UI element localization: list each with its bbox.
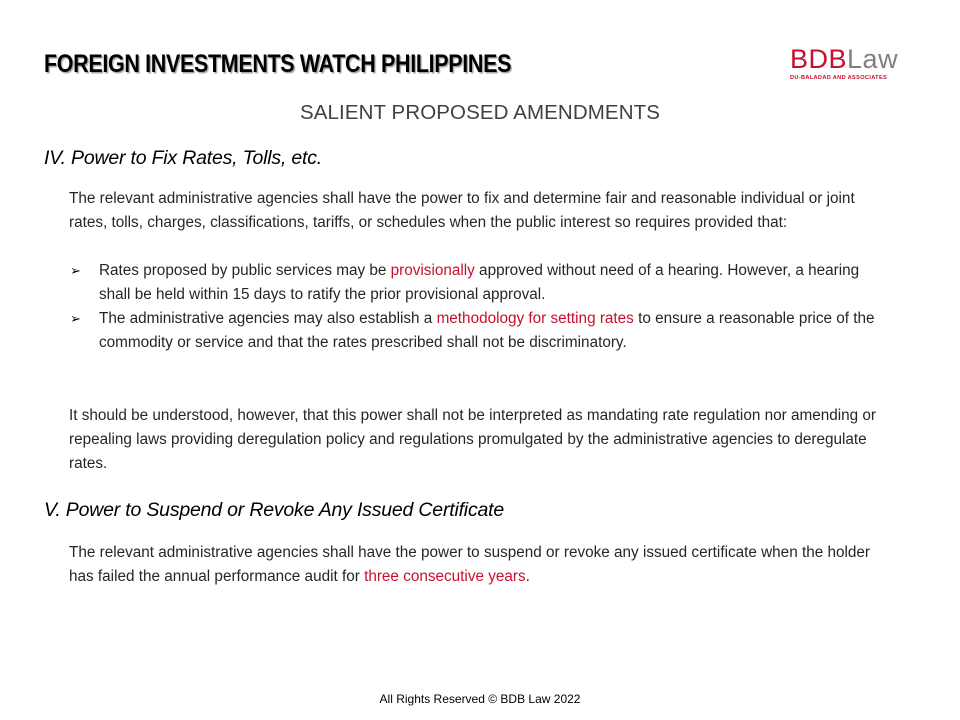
slide-subtitle: SALIENT PROPOSED AMENDMENTS [299,101,660,124]
section-v-text-before: The relevant administrative agencies shall have the power to suspend or revoke any issued certificate when the holder has failed the annual performance audit for [69,544,870,585]
bullet-2-text-after: to ensure a reasonable price of the commodity or service and that the rates prescribed shall not be discriminatory. [99,310,875,351]
bullet-item-rate-methodology [69,307,884,355]
section-iv-closing: It should be understood, however, that this power shall not be interpreted as mandating rate regulation nor amending or repealing laws providing deregulation policy and regulations promulgated by the administrative agencies to deregulate rates. [69,407,876,472]
logo-law-text: Law [847,44,899,74]
section-v-heading: V. Power to Suspend or Revoke Any Issued Certificate [44,499,504,521]
slide-footer-copyright: All Rights Reserved © BDB Law 2022 [379,692,581,706]
section-v-text-after: . [525,568,530,585]
section-iv-bullet-list [69,259,884,355]
bullet-2-text-before: The administrative agencies may also establish a [99,310,437,327]
bullet-item-provisional-approval [69,259,884,307]
slide-header-title: FOREIGN INVESTMENTS WATCH PHILIPPINES [44,50,512,78]
bullet-1-text-before: Rates proposed by public services may be [99,262,391,279]
arrowhead-bullet-icon: ➢ [70,263,81,278]
bullet-1-text-after: approved without need of a hearing. However, a hearing shall be held within 15 days to ratify the prior provisional approval. [99,262,860,303]
logo-bdb-text: BDB [790,44,848,74]
bullet-2-highlight: methodology for setting rates [436,310,634,327]
section-v-highlight: three consecutive years [364,568,526,585]
section-v-body [69,541,884,589]
section-iv-intro: The relevant administrative agencies shall have the power to fix and determine fair and reasonable individual or joint rates, tolls, charges, classifications, tariffs, or schedules when the public interest so requires provided that: [69,190,855,231]
logo-wordmark [790,44,920,74]
bullet-1-highlight: provisionally [390,262,475,279]
section-iv-heading: IV. Power to Fix Rates, Tolls, etc. [44,147,323,169]
arrowhead-bullet-icon: ➢ [70,311,81,326]
bdb-law-logo [790,44,920,81]
logo-tagline: DU-BALADAD AND ASSOCIATES [790,75,888,81]
